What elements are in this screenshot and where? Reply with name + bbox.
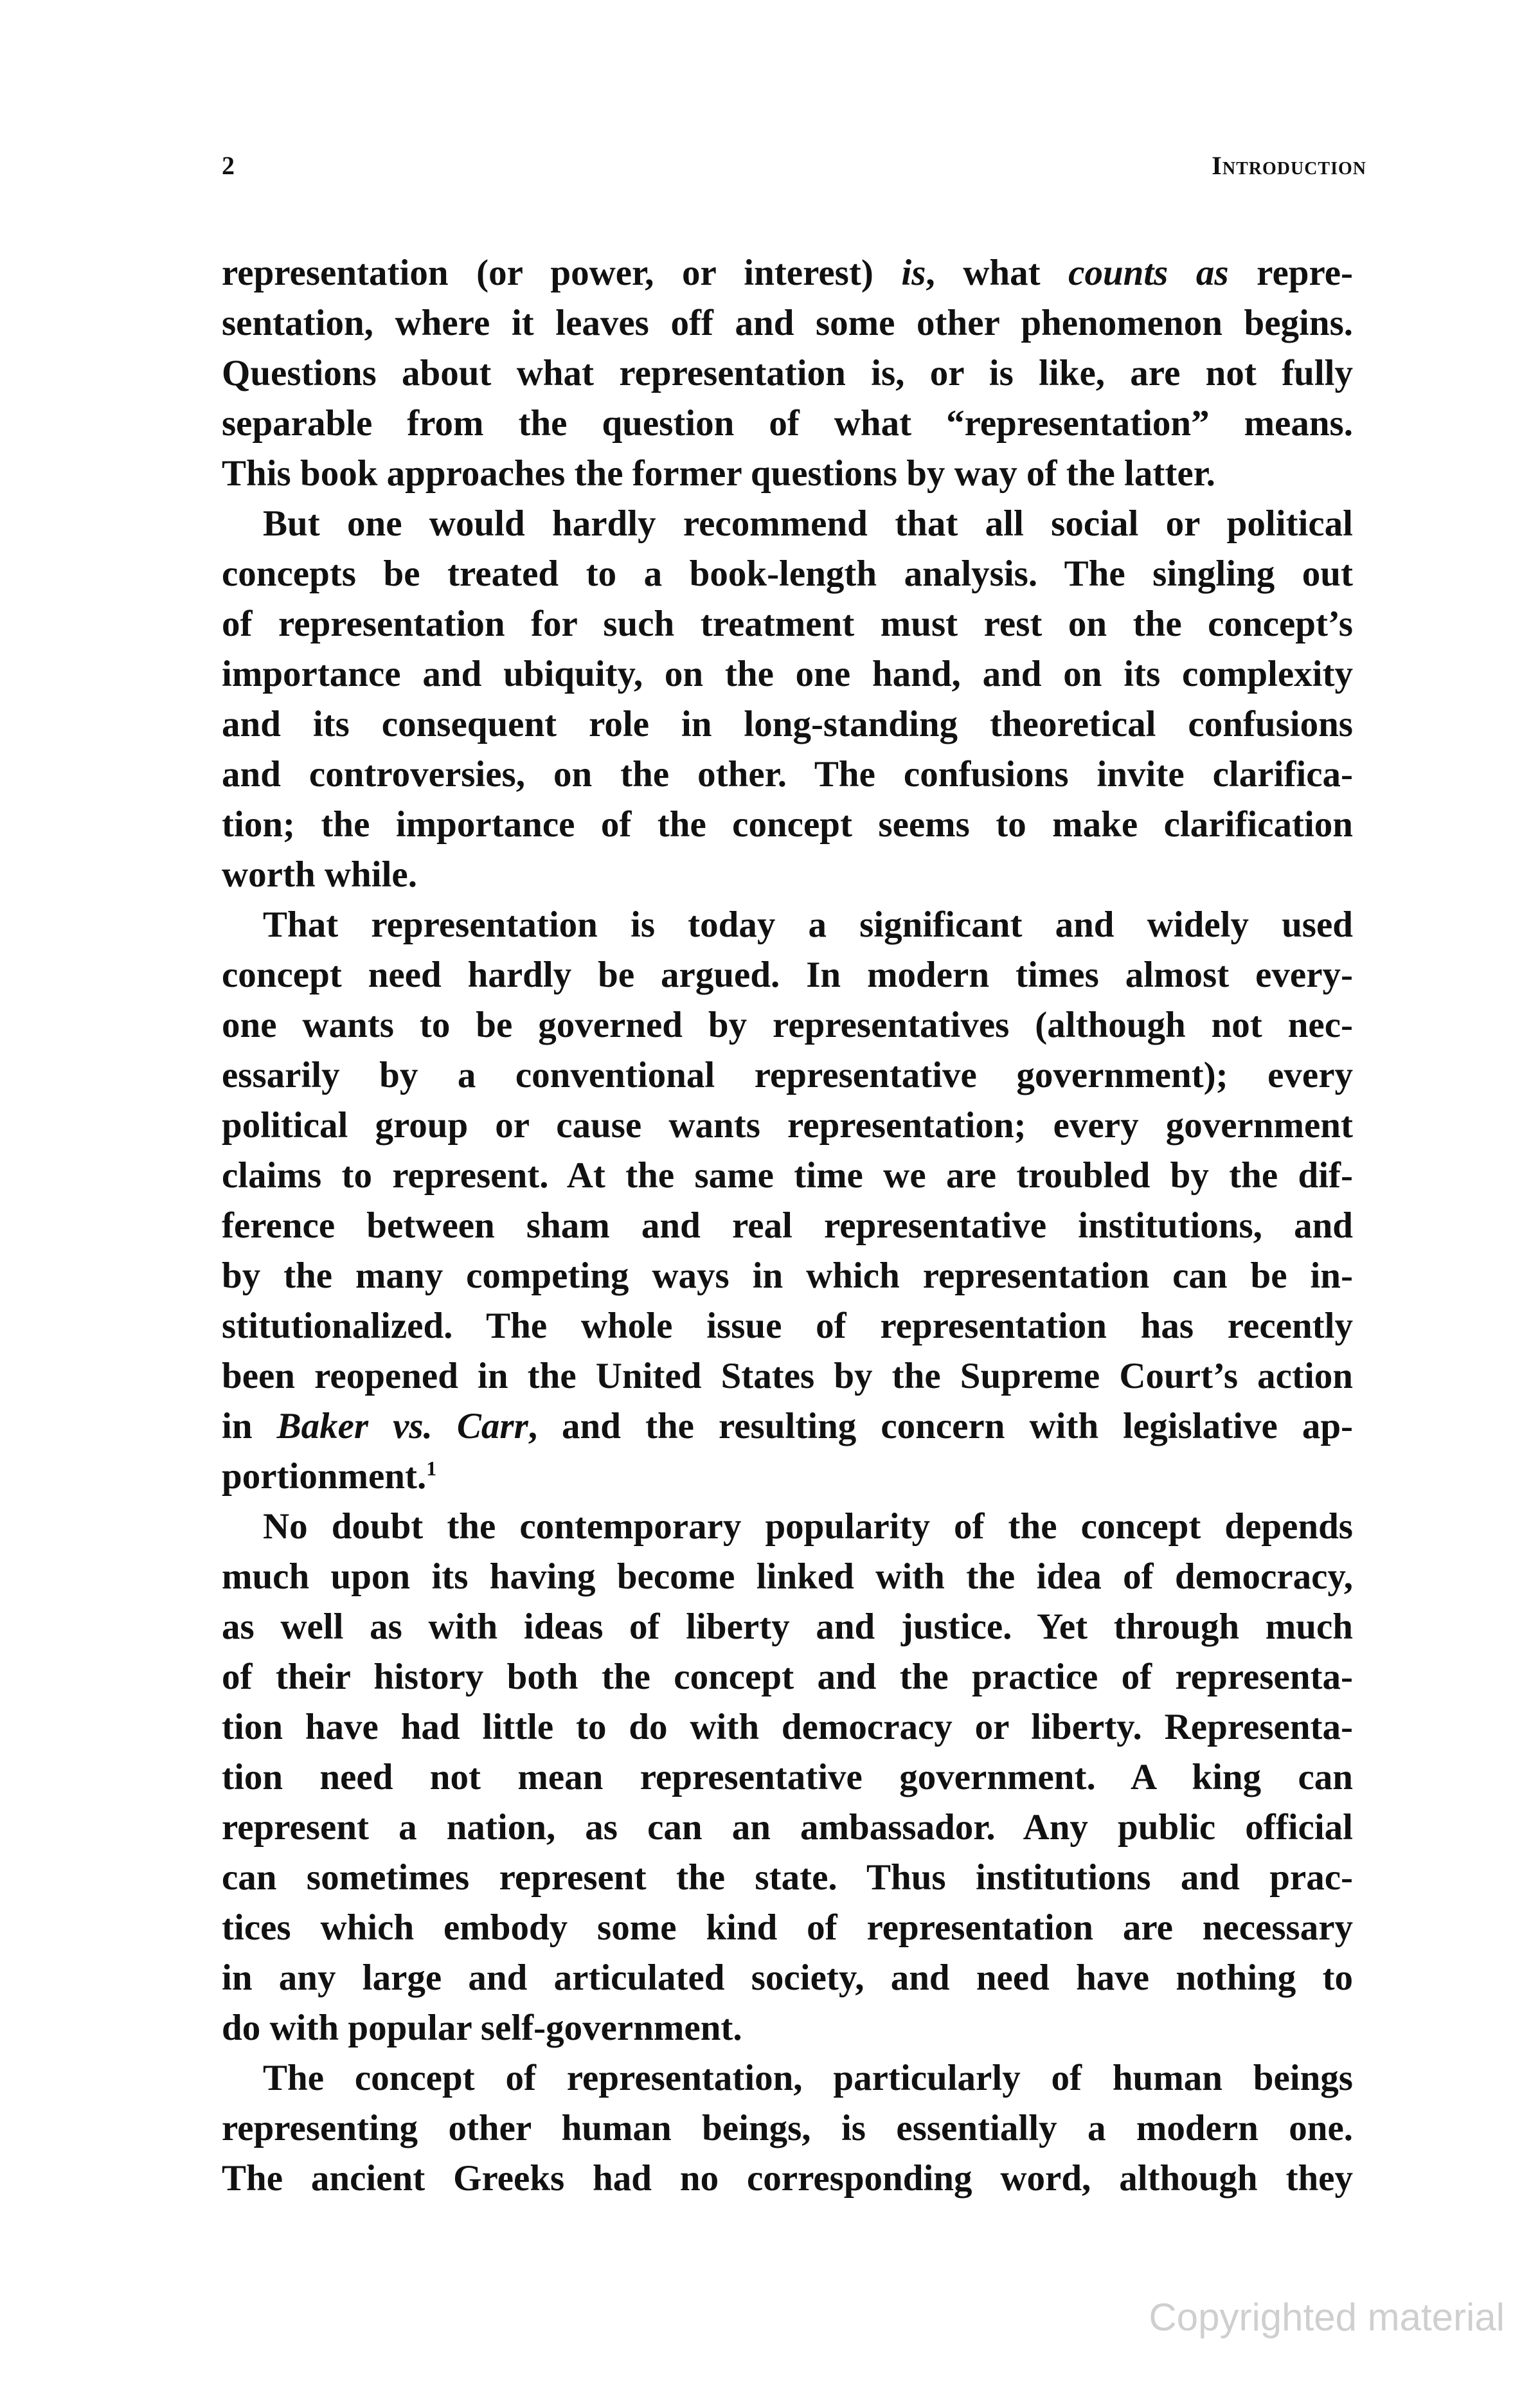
- text-line: by the many competing ways in which representation can be in-: [222, 1256, 1353, 1296]
- text-line: tion; the importance of the concept seems to make clarification: [222, 804, 1353, 845]
- text-line: stitutionalized. The whole issue of representation has recently: [222, 1306, 1353, 1346]
- text-line: sentation, where it leaves off and some other phenomenon begins.: [222, 303, 1353, 343]
- paragraph: [222, 248, 1353, 499]
- text-line: political group or cause wants representation; every government: [222, 1105, 1353, 1146]
- text-line: of representation for such treatment must rest on the concept’s: [222, 604, 1353, 644]
- paragraph: [222, 499, 1353, 900]
- text-line: Questions about what representation is, or is like, are not fully: [222, 353, 1353, 393]
- running-head: Introduction: [1212, 151, 1366, 180]
- text-line: worth while.: [222, 854, 417, 895]
- text-line: been reopened in the United States by the Supreme Court’s action: [222, 1356, 1353, 1396]
- text-line: concepts be treated to a book-length analysis. The singling out: [222, 554, 1353, 594]
- body-text: [222, 248, 1353, 2204]
- text-line: tion need not mean representative government. A king can: [222, 1757, 1353, 1797]
- footnote-marker: 1: [426, 1457, 437, 1480]
- text-line: ference between sham and real representative institutions, and: [222, 1205, 1353, 1246]
- text-line: importance and ubiquity, on the one hand, and on its complexity: [222, 654, 1353, 694]
- text-line: No doubt the contemporary popularity of the concept depends: [263, 1506, 1353, 1547]
- text-line: can sometimes represent the state. Thus institutions and prac-: [222, 1857, 1353, 1898]
- text-line: tices which embody some kind of representation are necessary: [222, 1907, 1353, 1948]
- text-line: essarily by a conventional representative government); every: [222, 1055, 1353, 1095]
- text-line: one wants to be governed by representatives (although not nec-: [222, 1005, 1353, 1045]
- text-line: That representation is today a significant and widely used: [263, 905, 1353, 945]
- text-line: much upon its having become linked with the idea of democracy,: [222, 1556, 1353, 1597]
- paragraph: [222, 900, 1353, 1502]
- text-line: of their history both the concept and the practice of representa-: [222, 1657, 1353, 1697]
- text-line: in any large and articulated society, and need have nothing to: [222, 1958, 1353, 1998]
- text-line: This book approaches the former questions by way of the latter.: [222, 453, 1215, 494]
- text-line: as well as with ideas of liberty and justice. Yet through much: [222, 1607, 1353, 1647]
- copyright-watermark: Copyrighted material: [1149, 2296, 1505, 2339]
- paragraph: [222, 1502, 1353, 2053]
- text-line: in Baker vs. Carr, and the resulting concern with legislative ap-: [222, 1406, 1353, 1446]
- text-line: The ancient Greeks had no corresponding word, although they: [222, 2158, 1353, 2199]
- paragraph: [222, 2053, 1353, 2204]
- page-number: 2: [222, 151, 235, 180]
- text-line: and controversies, on the other. The confusions invite clarifica-: [222, 754, 1353, 795]
- text-line: The concept of representation, particularly of human beings: [263, 2058, 1353, 2098]
- text-line: representing other human beings, is essentially a modern one.: [222, 2108, 1353, 2148]
- text-line: represent a nation, as can an ambassador. Any public official: [222, 1807, 1353, 1848]
- text-line: representation (or power, or interest) is, what counts as repre-: [222, 253, 1353, 293]
- text-line: portionment.$^1$: [222, 1456, 437, 1497]
- text-line: tion have had little to do with democracy or liberty. Representa-: [222, 1707, 1353, 1747]
- text-line: claims to represent. At the same time we are troubled by the dif-: [222, 1155, 1353, 1196]
- text-line: separable from the question of what “representation” means.: [222, 403, 1353, 444]
- text-line: concept need hardly be argued. In modern times almost every-: [222, 955, 1353, 995]
- text-line: and its consequent role in long-standing theoretical confusions: [222, 704, 1353, 744]
- text-line: But one would hardly recommend that all social or political: [263, 503, 1353, 544]
- text-line: do with popular self-government.: [222, 2008, 742, 2048]
